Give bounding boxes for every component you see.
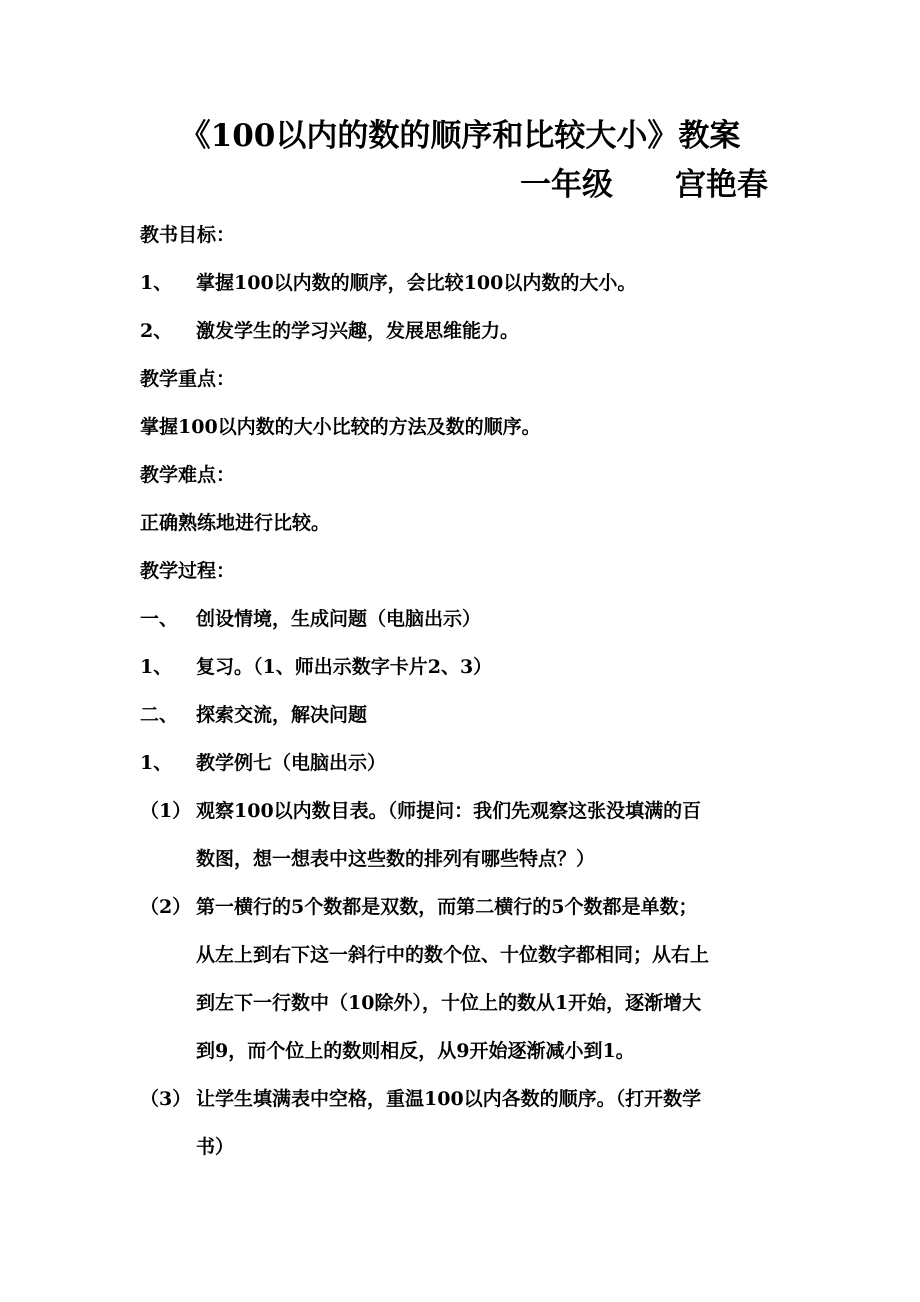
step1-sub1-number: 1、 — [140, 656, 173, 678]
goal2-text: 激发学生的学习兴趣，发展思维能力。 — [196, 320, 520, 342]
goal1-number: 1、 — [140, 272, 173, 294]
step2-text: 探索交流，解决问题 — [196, 704, 368, 726]
goals-heading: 教书目标： — [140, 224, 236, 246]
step1-sub1-text: 复习。（1、师出示数字卡片2、3） — [196, 656, 493, 678]
item2-line2: 从左上到右下这一斜行中的数个位、十位数字都相同；从右上 — [196, 944, 710, 966]
difficulty-heading: 教学难点： — [140, 464, 236, 486]
key-heading: 教学重点： — [140, 368, 236, 390]
goal1-text: 掌握100以内数的顺序，会比较100以内数的大小。 — [196, 272, 637, 294]
item1-line2: 数图，想一想表中这些数的排列有哪些特点？） — [196, 848, 596, 870]
item3-line1: 让学生填满表中空格，重温100以内各数的顺序。（打开数学 — [196, 1088, 702, 1110]
step2-sub1-text: 教学例七（电脑出示） — [196, 752, 387, 774]
item2-line1: 第一横行的5个数都是双数，而第二横行的5个数都是单数； — [196, 896, 698, 918]
document-subtitle: 一年级 宫艳春 — [520, 167, 768, 203]
step2-number: 二、 — [140, 704, 179, 726]
key-text: 掌握100以内数的大小比较的方法及数的顺序。 — [140, 416, 541, 438]
step1-text: 创设情境，生成问题（电脑出示） — [196, 608, 482, 630]
step2-sub1-number: 1、 — [140, 752, 173, 774]
item3-number: （3） — [140, 1088, 192, 1110]
item2-line4: 到9，而个位上的数则相反，从9开始逐渐减小到1。 — [196, 1040, 635, 1062]
item2-number: （2） — [140, 896, 192, 918]
item1-number: （1） — [140, 800, 192, 822]
document-title: 《100以内的数的顺序和比较大小》教案 — [179, 118, 741, 154]
process-heading: 教学过程： — [140, 560, 236, 582]
item3-line2: 书） — [196, 1136, 235, 1158]
goal2-number: 2、 — [140, 320, 173, 342]
step1-number: 一、 — [140, 608, 179, 630]
difficulty-text: 正确熟练地进行比较。 — [140, 512, 331, 534]
item1-line1: 观察100以内数目表。（师提问：我们先观察这张没填满的百 — [196, 800, 702, 822]
item2-line3: 到左下一行数中（10除外），十位上的数从1开始，逐渐增大 — [196, 992, 702, 1014]
